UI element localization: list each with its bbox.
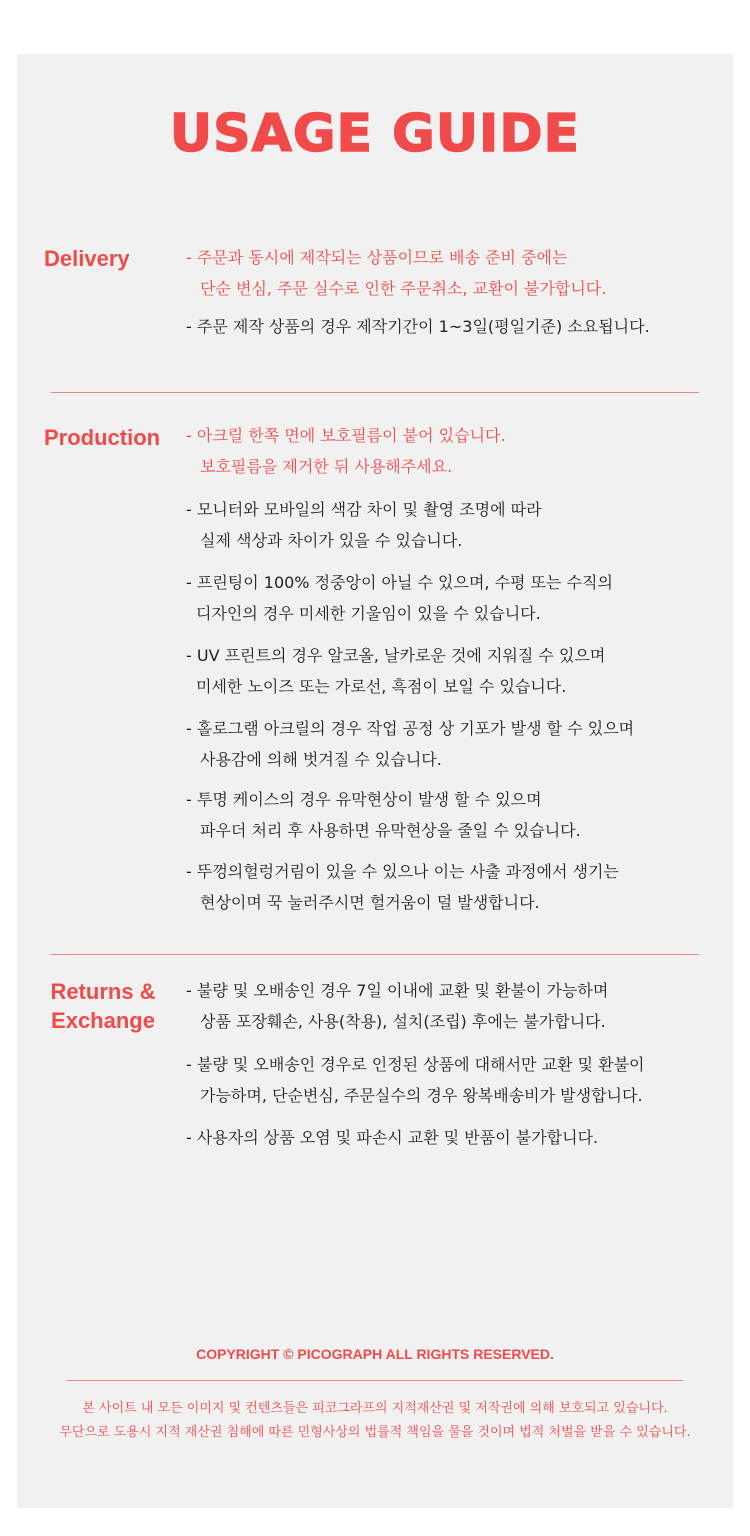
copyright-notice-line2: 무단으로 도용시 지적 재산권 침해에 따른 민형사상의 법률적 책임을 물을 것이며 법적 처벌을 받을 수 있습니다. [59, 1425, 691, 1440]
production-item-6-line2: 파우더 처리 후 사용하면 유막현상을 줄일 수 있습니다. [200, 821, 581, 840]
returns-item-3-line1: - 사용자의 상품 오염 및 파손시 교환 및 반품이 불가합니다. [186, 1128, 599, 1147]
returns-item-1-line1: - 불량 및 오배송인 경우 7일 이내에 교환 및 환불이 가능하며 [186, 981, 609, 1000]
production-item-4 [186, 640, 605, 702]
returns-item-2-line2: 가능하며, 단순변심, 주문실수의 경우 왕복배송비가 발생합니다. [200, 1086, 643, 1105]
copyright-notice-line1: 본 사이트 내 모든 이미지 및 컨텐츠들은 피코그라프의 지적재산권 및 저작권에 의해 보호되고 있습니다. [82, 1401, 668, 1416]
delivery-item-1 [186, 242, 606, 304]
section-label-returns-line1: Returns & [50, 979, 156, 1004]
production-item-2-line2: 실제 색상과 차이가 있을 수 있습니다. [200, 531, 463, 550]
section-label-delivery: Delivery [44, 246, 130, 271]
copyright-notice [0, 1397, 750, 1445]
delivery-item-1-line2: 단순 변심, 주문 실수로 인한 주문취소, 교환이 불가합니다. [200, 279, 607, 298]
production-item-1 [186, 420, 506, 482]
production-item-2 [186, 494, 542, 556]
section-label-production: Production [44, 425, 161, 450]
returns-item-3 [186, 1122, 598, 1153]
production-item-4-line2: 미세한 노이즈 또는 가로선, 흑점이 보일 수 있습니다. [196, 677, 567, 696]
production-item-2-line1: - 모니터와 모바일의 색감 차이 및 촬영 조명에 따라 [186, 500, 542, 519]
copyright-text: COPYRIGHT © PICOGRAPH ALL RIGHTS RESERVED. [196, 1346, 554, 1362]
section-label-returns [47, 977, 159, 1035]
production-item-7-line2: 현상이며 꾹 눌러주시면 헐거움이 덜 발생합니다. [200, 893, 540, 912]
delivery-item-2-line1: - 주문 제작 상품의 경우 제작기간이 1~3일(평일기준) 소요됩니다. [186, 317, 650, 336]
returns-item-1 [186, 975, 608, 1037]
section-label-returns-line2: Exchange [51, 1008, 155, 1033]
section-divider [51, 392, 699, 393]
production-item-5-line1: - 홀로그램 아크릴의 경우 작업 공정 상 기포가 발생 할 수 있으며 [186, 719, 635, 738]
production-item-7 [186, 856, 619, 918]
footer-divider [67, 1380, 683, 1381]
delivery-item-2 [186, 311, 650, 342]
production-item-4-line1: - UV 프린트의 경우 알코올, 날카로운 것에 지워질 수 있으며 [186, 646, 606, 665]
production-item-6 [186, 784, 581, 846]
production-item-1-line1: - 아크릴 한쪽 면에 보호필름이 붙어 있습니다. [186, 426, 506, 445]
returns-item-2-line1: - 불량 및 오배송인 경우로 인정된 상품에 대해서만 교환 및 환불이 [186, 1055, 645, 1074]
section-divider [51, 954, 699, 955]
returns-item-1-line2: 상품 포장훼손, 사용(착용), 설치(조립) 후에는 불가합니다. [200, 1012, 606, 1031]
production-item-3 [186, 567, 613, 629]
returns-item-2 [186, 1049, 645, 1111]
production-item-5 [186, 713, 634, 775]
production-item-6-line1: - 투명 케이스의 경우 유막현상이 발생 할 수 있으며 [186, 790, 542, 809]
page-title: USAGE GUIDE [169, 104, 581, 164]
production-item-1-line2: 보호필름을 제거한 뒤 사용해주세요. [200, 457, 453, 476]
production-item-7-line1: - 뚜껑의헐렁거림이 있을 수 있으나 이는 사출 과정에서 생기는 [186, 862, 619, 881]
production-item-3-line1: - 프린팅이 100% 정중앙이 아닐 수 있으며, 수평 또는 수직의 [186, 573, 613, 592]
production-item-5-line2: 사용감에 의해 벗겨질 수 있습니다. [200, 750, 442, 769]
delivery-item-1-line1: - 주문과 동시에 제작되는 상품이므로 배송 준비 중에는 [186, 248, 568, 267]
production-item-3-line2: 디자인의 경우 미세한 기울임이 있을 수 있습니다. [196, 604, 541, 623]
